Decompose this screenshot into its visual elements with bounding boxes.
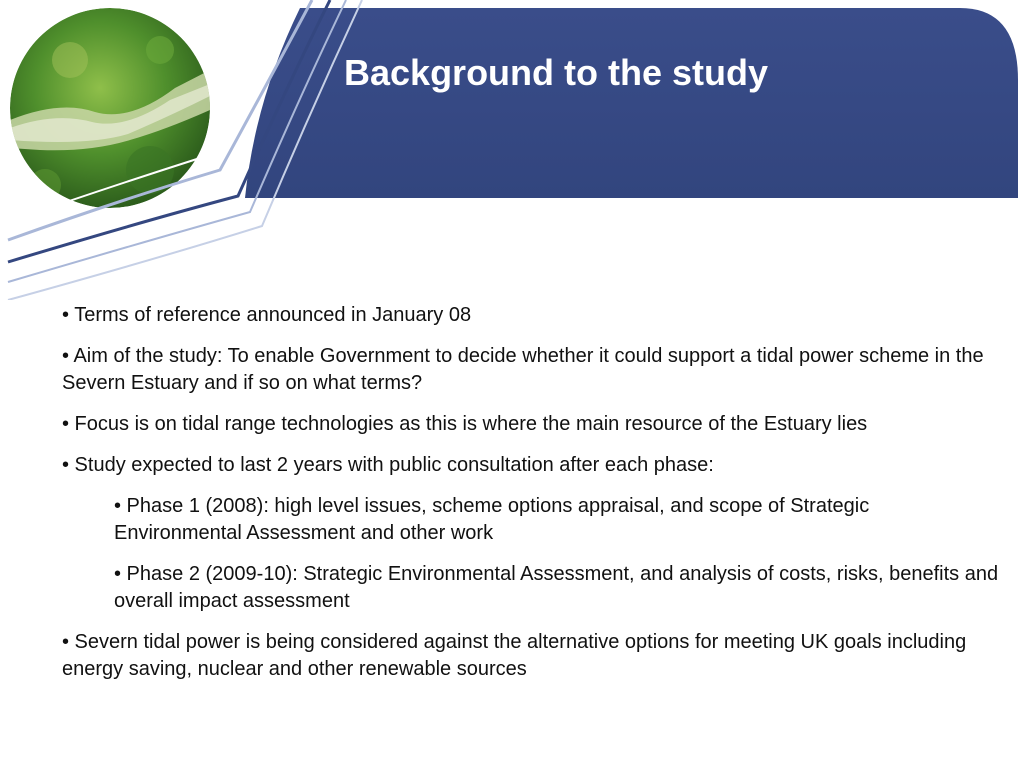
sub-bullet-item: • Phase 2 (2009-10): Strategic Environmental Assessment, and analysis of costs, risks, benefits and overall impact assessment [114,563,999,612]
sub-bullet-item: • Phase 1 (2008): high level issues, scheme options appraisal, and scope of Strategic Environmental Assessment and other work [114,495,870,544]
bullet-list [62,302,1002,697]
bullet-item: • Aim of the study: To enable Government to decide whether it could support a tidal power scheme in the Severn Estuary and if so on what terms? [62,345,984,394]
bullet-item: • Study expected to last 2 years with public consultation after each phase: [62,454,714,476]
globe-image [10,8,210,208]
bullet-item: • Terms of reference announced in January 08 [62,304,472,326]
slide-title: Background to the study [344,52,769,93]
bullet-item: • Focus is on tidal range technologies as this is where the main resource of the Estuary lies [62,413,868,435]
header-artwork [0,0,1024,300]
header-band [245,8,1018,198]
bullet-item: • Severn tidal power is being considered against the alternative options for meeting UK goals including energy saving, nuclear and other renewable sources [62,631,967,680]
